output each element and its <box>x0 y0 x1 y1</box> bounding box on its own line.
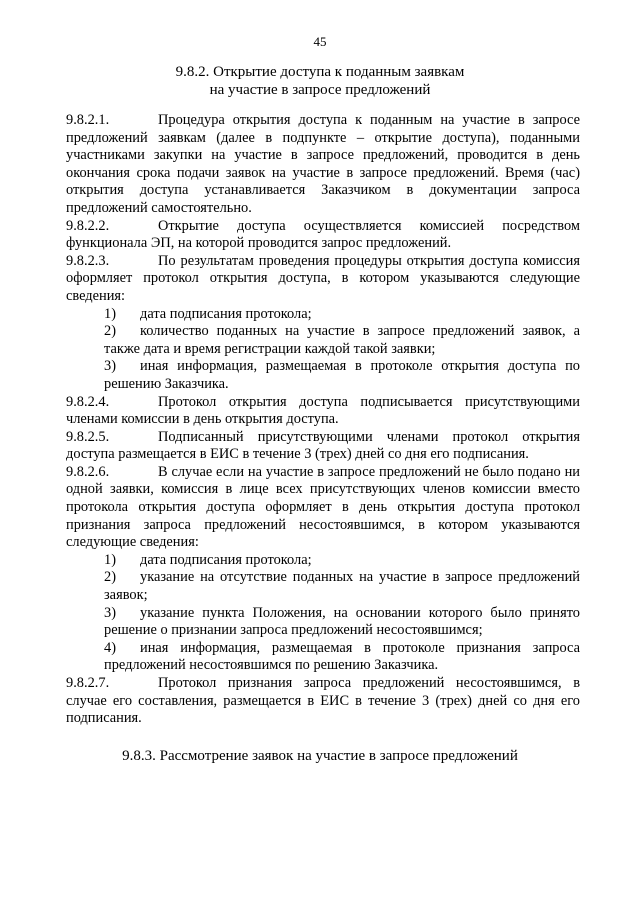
list-item <box>66 323 580 358</box>
list-item-number: 1) <box>104 305 116 322</box>
paragraph-text: В случае если на участие в запросе предложений не было подано ни одной заявки, комиссия в лице всех присутствующих членов комиссии вместо протокола открытия доступа оформляет в день открытия доступа протокол признания запроса предложений несостоявшимся, в котором указываются следующие сведения: <box>66 463 580 551</box>
section-heading-line-2: на участие в запросе предложений <box>209 82 431 98</box>
list-item-text: дата подписания протокола; <box>140 551 312 568</box>
paragraph-number: 9.8.2.2. <box>66 217 110 234</box>
paragraph-number: 9.8.2.7. <box>66 675 110 691</box>
paragraph-number: 9.8.2.5. <box>66 428 110 445</box>
list-item-number: 2) <box>104 323 116 340</box>
paragraph-text: Протокол открытия доступа подписывается присутствующими членами комиссии в день открытия доступа. <box>66 393 580 428</box>
paragraph-number: 9.8.2.3. <box>66 252 110 269</box>
next-section-heading: 9.8.3. Рассмотрение заявок на участие в запросе предложений <box>122 748 518 764</box>
list-item-number: 1) <box>104 551 116 568</box>
section-heading <box>0 63 640 99</box>
paragraph-text: Процедура открытия доступа к поданным на участие в запросе предложений заявкам (далее в подпункте – открытие доступа), поданными участниками закупки на участие в запросе предложений, проводится в день окончания срока подачи заявок на участие в запросе предложений. Время (час) открытия доступа устанавливается Заказчиком в документации запроса предложений самостоятельно. <box>66 112 580 216</box>
list-item-text: иная информация, размещаемая в протоколе признания запроса предложений несостоявшимся по решению Заказчика. <box>104 639 580 674</box>
paragraph-9-8-2-6 <box>66 464 580 552</box>
document-body <box>66 112 580 728</box>
paragraph-9-8-2-2 <box>66 218 580 253</box>
list-item-number: 2) <box>104 569 116 586</box>
list-item <box>66 306 580 324</box>
list-item <box>66 605 580 640</box>
list-item-number: 3) <box>104 604 116 621</box>
paragraph-9-8-2-3 <box>66 253 580 306</box>
paragraph-9-8-2-4 <box>66 394 580 429</box>
list-item-text: указание на отсутствие поданных на участие в запросе предложений заявок; <box>104 569 580 604</box>
paragraph-text: Подписанный присутствующими членами протокол открытия доступа размещается в ЕИС в течение 3 (трех) дней со дня его подписания. <box>66 428 580 463</box>
paragraph-number: 9.8.2.1. <box>66 112 110 128</box>
paragraph-number: 9.8.2.6. <box>66 463 110 480</box>
list-item <box>66 569 580 604</box>
list-item-number: 3) <box>104 358 116 375</box>
list-item-number: 4) <box>104 639 116 656</box>
paragraph-text: Протокол признания запроса предложений несостоявшимся, в случае его составления, размещается в ЕИС в течение 3 (трех) дней со дня его подписания. <box>66 675 580 727</box>
paragraph-text: Открытие доступа осуществляется комиссией посредством функционала ЭП, на которой проводится запрос предложений. <box>66 217 580 252</box>
list-item <box>66 358 580 393</box>
list-item-text: количество поданных на участие в запросе предложений заявок, а также дата и время регистрации каждой такой заявки; <box>104 323 580 357</box>
page-number: 45 <box>313 34 327 49</box>
list-item-text: дата подписания протокола; <box>140 305 312 322</box>
paragraph-9-8-2-5 <box>66 429 580 464</box>
paragraph-text: По результатам проведения процедуры открытия доступа комиссия оформляет протокол открытия доступа, в котором указываются следующие сведения: <box>66 252 580 304</box>
section-heading-line-1: 9.8.2. Открытие доступа к поданным заявкам <box>175 64 465 80</box>
paragraph-9-8-2-1 <box>66 112 580 218</box>
paragraph-number: 9.8.2.4. <box>66 393 110 410</box>
list-item <box>66 552 580 570</box>
list-item <box>66 640 580 675</box>
list-item-text: указание пункта Положения, на основании которого было принято решение о признании запроса предложений несостоявшимся; <box>104 604 580 639</box>
paragraph-9-8-2-7 <box>66 675 580 728</box>
list-item-text: иная информация, размещаемая в протоколе открытия доступа по решению Заказчика. <box>104 358 580 392</box>
